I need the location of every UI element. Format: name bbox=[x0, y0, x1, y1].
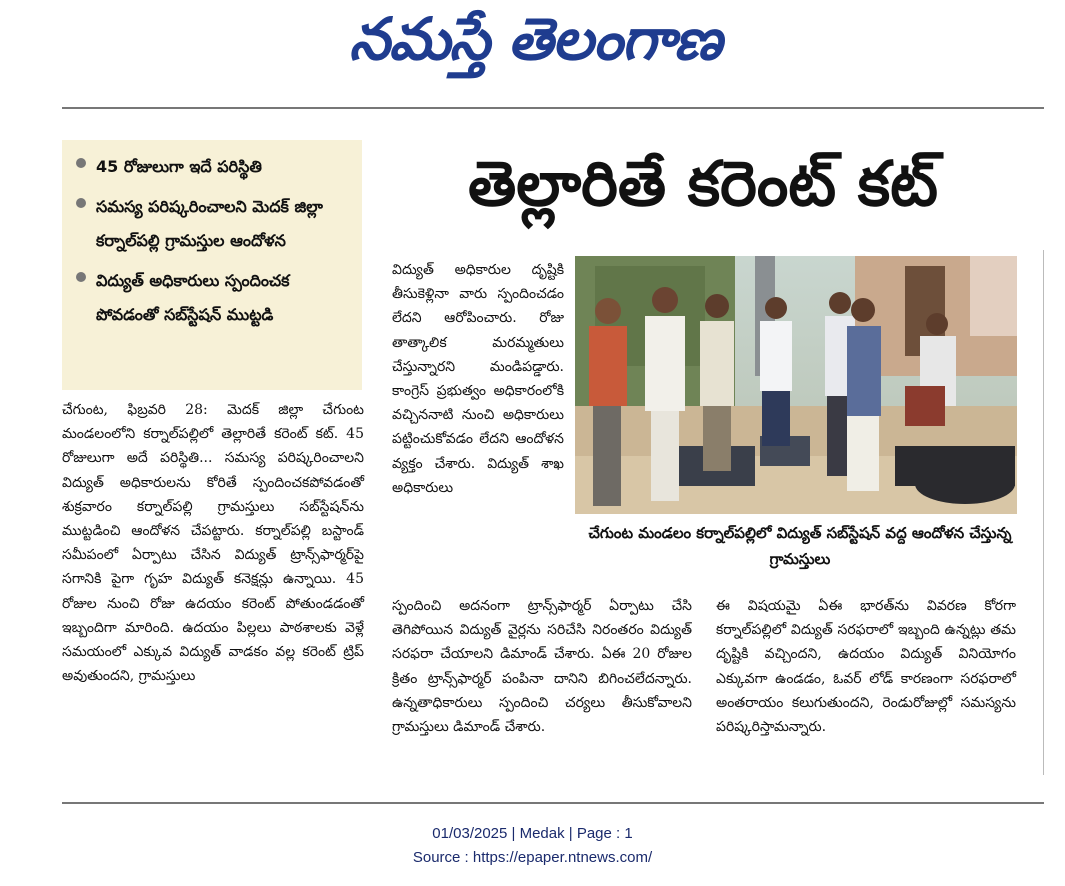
highlight-text: సమస్య పరిష్కరించాలని మెదక్ జిల్లా కర్నాల్‌పల్లి గ్రామస్తుల ఆందోళన bbox=[96, 197, 323, 250]
news-photo bbox=[575, 256, 1017, 514]
top-divider bbox=[62, 107, 1044, 109]
villagers-protest-photo-icon bbox=[575, 256, 1017, 514]
article-headline: తెల్లారితే కరెంట్ కట్ bbox=[468, 147, 938, 220]
edition-info: 01/03/2025 | Medak | Page : 1 bbox=[432, 825, 633, 842]
article-column-2: విద్యుత్ అధికారుల దృష్టికి తీసుకెళ్లినా వారు స్పందించడం లేదని ఆరోపించారు. రోజు తాత్కాలిక మరమ్మతులు చేస్తున్నారని మండిపడ్డారు. కాంగ్రెస్ ప్రభుత్వం అధికారంలోకి వచ్చిననాటి నుంచి అధికారులు పట్టించుకోవడం లేదని ఆందోళన వ్యక్తం చేశారు. విద్యుత్ శాఖ అధికారులు bbox=[392, 262, 564, 496]
source-link[interactable]: Source : https://epaper.ntnews.com/ bbox=[412, 849, 653, 866]
masthead-logo: నమస్తే తెలంగాణ bbox=[349, 4, 721, 73]
bullet-icon bbox=[76, 198, 86, 208]
highlight-text: విద్యుత్ అధికారులు స్పందించక పోవడంతో సబ్‌స్టేషన్ ముట్టడి bbox=[96, 271, 290, 324]
column-divider bbox=[1043, 250, 1044, 775]
article-column-3: స్పందించి అదనంగా ట్రాన్స్‌ఫార్మర్ ఏర్పాటు చేసి తెగిపోయిన విద్యుత్ వైర్లను సరిచేసి నిరంతరం విద్యుత్ సరఫరా చేయాలని డిమాండ్ చేశారు. ఏఈ 20 రోజుల క్రితం ట్రాన్స్‌ఫార్మర్ పంపినా దానిని బిగించలేదన్నారు. ఉన్నతాధికారులు స్పందించి చర్యలు తీసుకోవాలని గ్రామస్తులు డిమాండ్ చేశారు. bbox=[392, 598, 692, 736]
bullet-icon bbox=[76, 272, 86, 282]
highlight-item bbox=[76, 264, 354, 332]
highlight-item bbox=[76, 190, 354, 258]
highlight-item bbox=[76, 150, 354, 184]
bullet-icon bbox=[76, 158, 86, 168]
photo-caption: చేగుంట మండలం కర్నాల్‌పల్లిలో విద్యుత్ సబ్‌స్టేషన్ వద్ద ఆందోళన చేస్తున్న గ్రామస్తులు bbox=[588, 524, 1012, 568]
article-column-1: చేగుంట, ఫిబ్రవరి 28: మెదక్ జిల్లా చేగుంట మండలంలోని కర్నాల్‌పల్లిలో తెల్లారితే కరెంట్ కట్. 45 రోజులుగా అదే పరిస్థితి... సమస్య పరిష్కరించాలని విద్యుత్ అధికారులను కోరితే స్పందించకపోవడంతో శుక్రవారం కర్నాల్‌పల్లి గ్రామస్తులు సబ్‌స్టేషన్‌ను ముట్టడించి ఆందోళన చేపట్టారు. కర్నాల్‌పల్లి బస్టాండ్ సమీపంలో ఏర్పాటు చేసిన విద్యుత్ ట్రాన్స్‌ఫార్మర్‌పై సగానికి పైగా గృహ విద్యుత్ కనెక్షన్లు ఉన్నాయి. 45 రోజుల నుంచి రోజు ఉదయం కరెంట్ పోతుండడంతో ఇబ్బందిగా మారింది. ఉదయం పిల్లలు పాఠశాలకు వెళ్లే సమయంలో ఎక్కువ విద్యుత్ వాడకం వల్ల కరెంట్ ట్రిప్ అవుతుందని, గ్రామస్తులు bbox=[62, 402, 364, 685]
page-footer bbox=[0, 822, 1065, 870]
highlight-text: 45 రోజులుగా ఇదే పరిస్థితి bbox=[96, 157, 262, 176]
article-column-4: ఈ విషయమై ఏఈ భారత్‌ను వివరణ కోరగా కర్నాల్‌పల్లిలో విద్యుత్ సరఫరాలో ఇబ్బంది ఉన్నట్లు తమ దృష్టికి వచ్చిందని, ఉదయం విద్యుత్ వినియోగం ఎక్కువగా ఉండడం, ఓవర్ లోడ్ కారణంగా సరఫరాలో అంతరాయం కలుగుతుందని, రెండురోజుల్లో సమస్యను పరిష్కరిస్తామన్నారు. bbox=[716, 598, 1016, 736]
bottom-divider bbox=[62, 802, 1044, 804]
highlights-box bbox=[62, 140, 362, 390]
